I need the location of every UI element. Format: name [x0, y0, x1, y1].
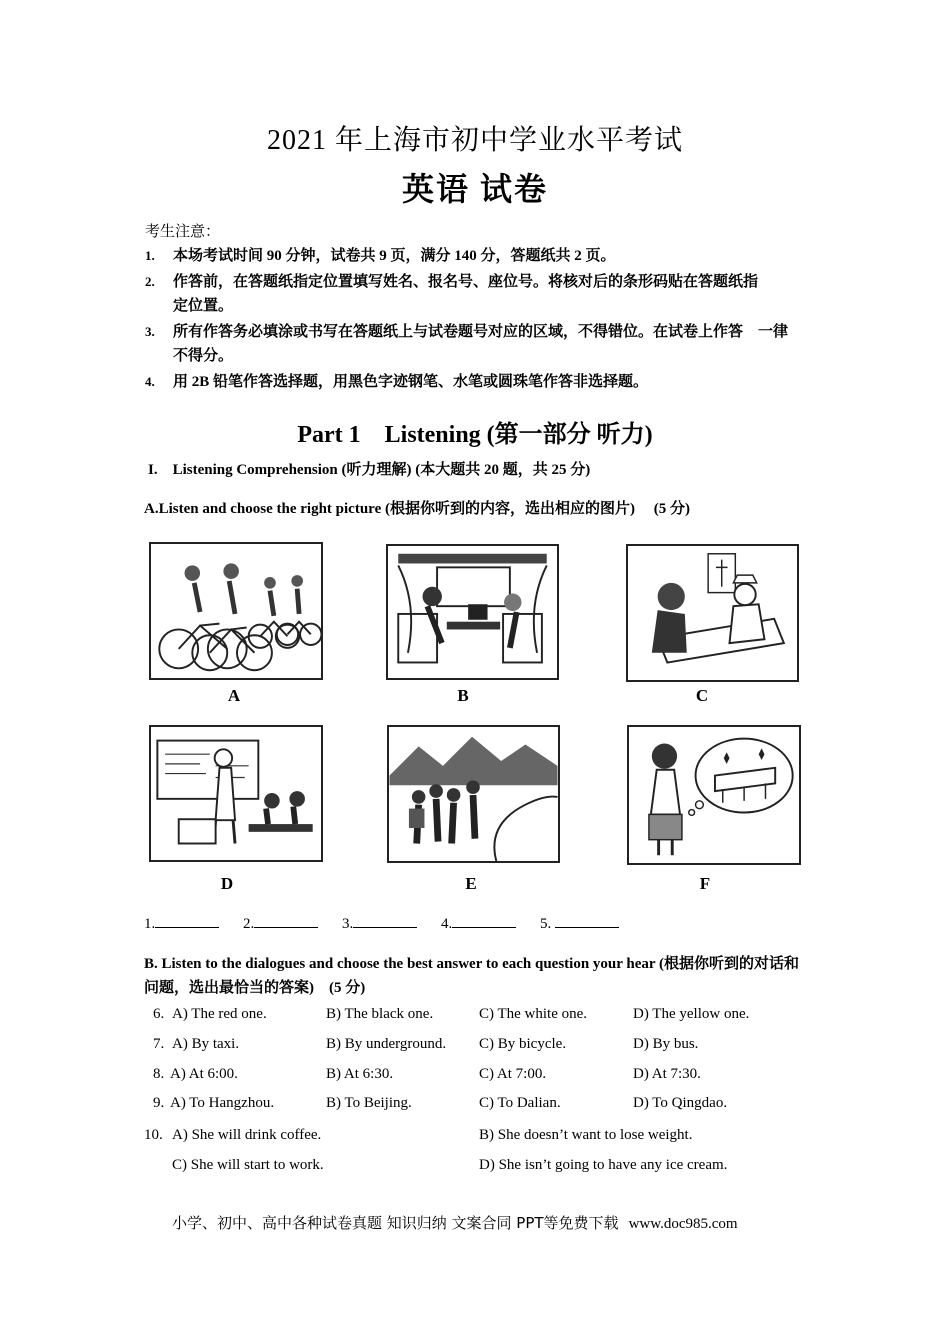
- picture-label: C: [695, 686, 709, 705]
- notice-number: 2.: [145, 274, 155, 289]
- answer-option[interactable]: B) By underground.: [326, 1036, 447, 1052]
- answer-option[interactable]: D) At 7:30.: [633, 1066, 701, 1082]
- part-title: Part 1 Listening (第一部分 听力): [297, 422, 653, 448]
- picture-b-train: [386, 544, 559, 680]
- picture-label: F: [699, 874, 711, 893]
- answer-option[interactable]: A) To Hangzhou.: [170, 1095, 275, 1111]
- notice-item: [145, 370, 805, 394]
- answer-option[interactable]: B) At 6:30.: [326, 1066, 394, 1082]
- notice-number: 4.: [145, 374, 155, 389]
- notice-item: [145, 270, 805, 318]
- blank-line: [452, 913, 516, 928]
- answer-blanks: [144, 913, 639, 933]
- answer-blank-4[interactable]: 4.: [441, 913, 516, 933]
- picture-d-classroom: [149, 725, 323, 862]
- question-number: 10.: [144, 1127, 163, 1143]
- notice-text: 本场考试时间 90 分钟，试卷共 9 页，满分 140 分，答题纸共 2 页。: [173, 248, 616, 264]
- notice-heading: 考生注意：: [145, 224, 221, 240]
- picture-a-cyclists: [149, 542, 323, 680]
- question-number: 7.: [153, 1036, 165, 1052]
- answer-option[interactable]: A) She will drink coffee.: [172, 1127, 322, 1143]
- section-i-heading: I. Listening Comprehension (听力理解) (本大题共 20 题，共 25 分): [148, 462, 591, 478]
- paper-title: 英语 试卷: [401, 171, 548, 207]
- answer-option[interactable]: C) To Dalian.: [479, 1095, 561, 1111]
- blank-line: [254, 913, 318, 928]
- picture-label: D: [220, 874, 234, 893]
- answer-option[interactable]: D) The yellow one.: [633, 1006, 750, 1022]
- picture-c-doctor: [626, 544, 799, 682]
- question-number: 6.: [153, 1006, 165, 1022]
- picture-f-piano-dream: [627, 725, 801, 865]
- blank-line: [555, 913, 619, 928]
- notice-item: [145, 244, 805, 268]
- question-number: 8.: [153, 1066, 165, 1082]
- question-number: 9.: [153, 1095, 165, 1111]
- answer-blank-3[interactable]: 3.: [342, 913, 417, 933]
- answer-option[interactable]: B) She doesn’t want to lose weight.: [479, 1127, 693, 1143]
- answer-option[interactable]: C) At 7:00.: [479, 1066, 547, 1082]
- answer-option[interactable]: B) The black one.: [326, 1006, 434, 1022]
- notice-text: 所有作答务必填涂或书写在答题纸上与试卷题号对应的区域，不得错位。在试卷上作答 一律不得分。: [173, 324, 789, 364]
- answer-option[interactable]: D) By bus.: [633, 1036, 699, 1052]
- answer-option[interactable]: C) She will start to work.: [172, 1157, 324, 1173]
- picture-label: E: [465, 874, 477, 893]
- footer: [172, 1212, 738, 1233]
- answer-option[interactable]: C) The white one.: [479, 1006, 588, 1022]
- notice-text: 用 2B 铅笔作答选择题，用黑色字迹钢笔、水笔或圆珠笔作答非选择题。: [173, 374, 649, 390]
- section-b-heading: B. Listen to the dialogues and choose the best answer to each question your hear (根据你听到的对话和问题，选出最恰当的答案) (5 分): [144, 956, 800, 996]
- footer-url-link[interactable]: www.doc985.com: [628, 1216, 738, 1232]
- answer-blank-2[interactable]: 2.: [243, 913, 318, 933]
- answer-option[interactable]: A) By taxi.: [172, 1036, 240, 1052]
- notice-text: 作答前，在答题纸指定位置填写姓名、报名号、座位号。将核对后的条形码贴在答题纸指 定位置。: [173, 274, 789, 314]
- footer-text: 小学、初中、高中各种试卷真题 知识归纳 文案合同 PPT等免费下载: [172, 1214, 619, 1232]
- blank-line: [155, 913, 219, 928]
- exam-title: 2021 年上海市初中学业水平考试: [266, 125, 683, 156]
- answer-option[interactable]: A) The red one.: [172, 1006, 267, 1022]
- picture-label: A: [227, 686, 241, 705]
- picture-label: B: [457, 686, 469, 705]
- answer-option[interactable]: D) To Qingdao.: [633, 1095, 728, 1111]
- picture-e-hikers: [387, 725, 560, 863]
- answer-blank-5[interactable]: 5.: [540, 913, 619, 933]
- answer-option[interactable]: B) To Beijing.: [326, 1095, 412, 1111]
- answer-option[interactable]: D) She isn’t going to have any ice cream.: [479, 1157, 728, 1173]
- blank-line: [353, 913, 417, 928]
- notice-item: [145, 320, 805, 368]
- answer-option[interactable]: C) By bicycle.: [479, 1036, 567, 1052]
- notice-number: 1.: [145, 248, 155, 263]
- answer-blank-1[interactable]: 1.: [144, 913, 219, 933]
- notice-number: 3.: [145, 324, 155, 339]
- section-a-heading: A.Listen and choose the right picture (根据你听到的内容，选出相应的图片) (5 分): [144, 501, 690, 517]
- answer-option[interactable]: A) At 6:00.: [170, 1066, 238, 1082]
